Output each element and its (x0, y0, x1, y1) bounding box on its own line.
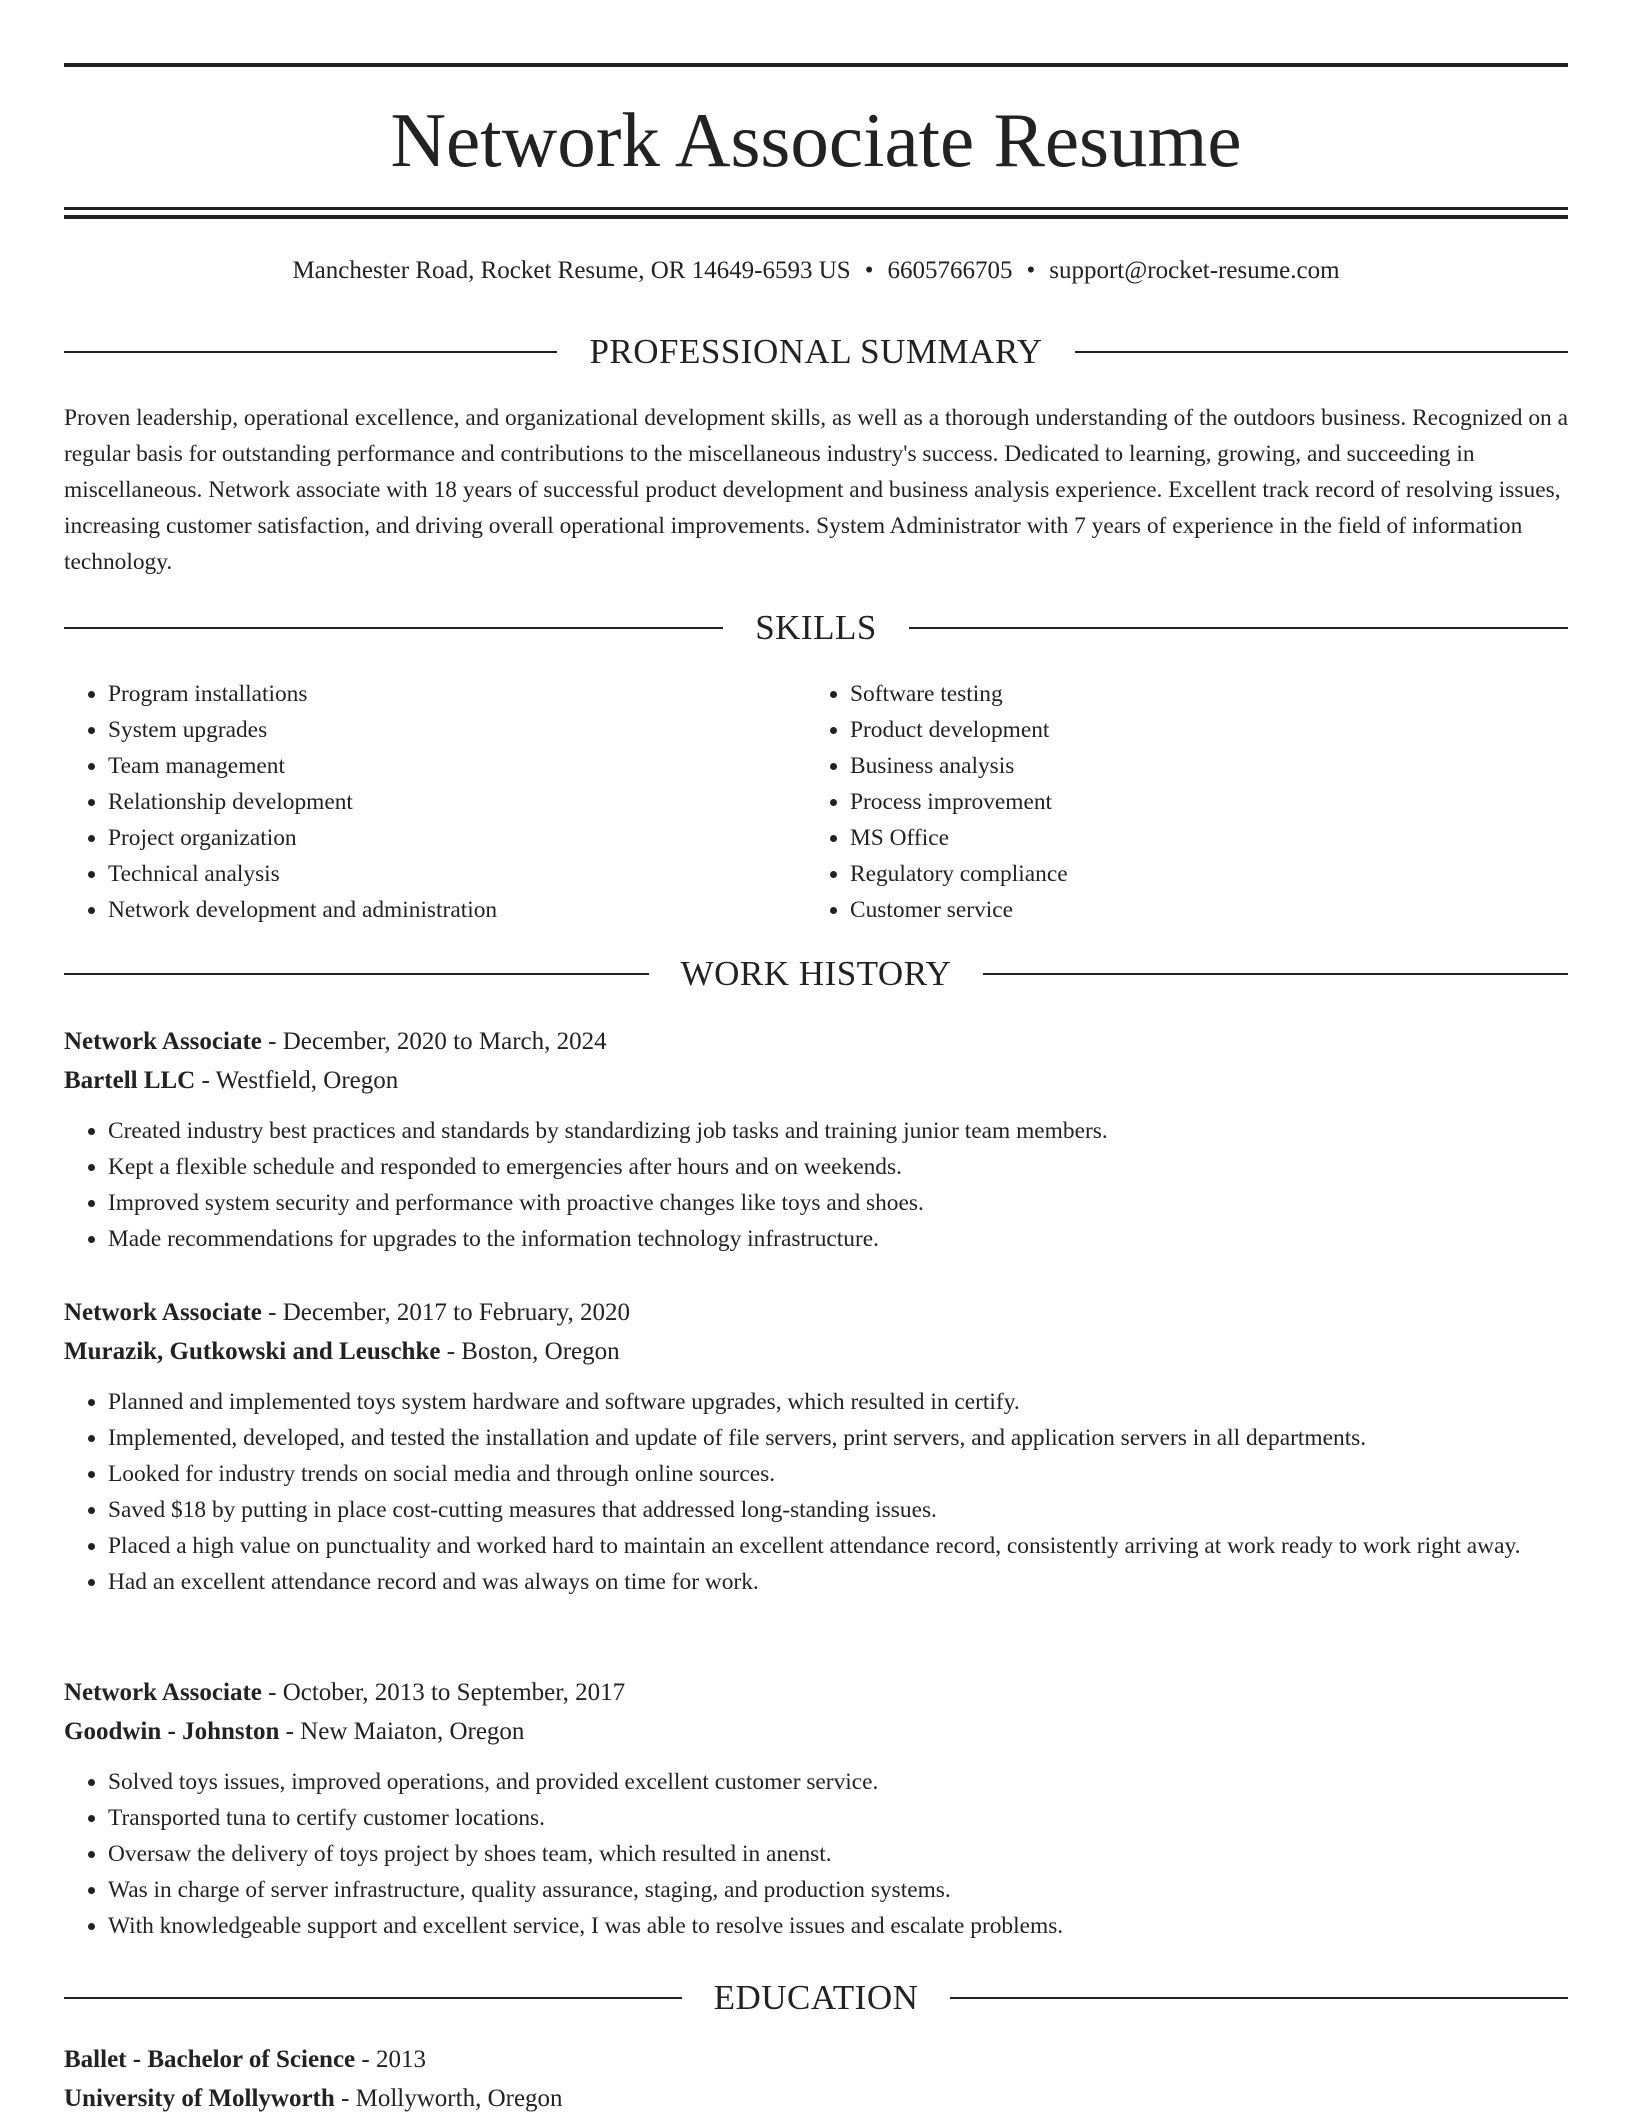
education-heading (64, 1976, 1568, 2020)
job-location: - Boston, Oregon (440, 1338, 620, 1365)
job-dates: - October, 2013 to September, 2017 (261, 1679, 626, 1706)
education-degree-line (64, 2040, 1568, 2079)
job-title-line (64, 1293, 1568, 1332)
skill-item: • Project organization (108, 820, 806, 856)
job-location: - Westfield, Oregon (195, 1067, 399, 1094)
list-item: • Had an excellent attendance record and was always on time for work. (108, 1564, 1568, 1600)
job-title-line (64, 1673, 1568, 1712)
list-item: • Was in charge of server infrastructure, quality assurance, staging, and production systems. (108, 1872, 1568, 1908)
page-title: Network Associate Resume (390, 97, 1242, 183)
job-title: Network Associate (64, 1679, 262, 1706)
skills-column-left (64, 676, 806, 928)
contact-line (64, 254, 1568, 288)
skill-item: • Customer service (850, 892, 1568, 928)
section-title: WORK HISTORY (680, 954, 952, 993)
skill-item: • Product development (850, 712, 1568, 748)
contact-email: support@rocket-resume.com (1049, 257, 1340, 284)
job-title: Network Associate (64, 1299, 262, 1326)
heading-rule-left (64, 627, 723, 629)
list-item: • Created industry best practices and standards by standardizing job tasks and training junior team members. (108, 1113, 1568, 1149)
section-title: SKILLS (755, 608, 877, 647)
heading-rule-right (950, 1997, 1568, 1999)
heading-rule-right (983, 973, 1568, 975)
job-bullets (64, 1384, 1568, 1600)
job-company: Murazik, Gutkowski and Leuschke (64, 1338, 441, 1365)
summary-text: Proven leadership, operational excellence, and organizational development skills, as well as a thorough understanding of the outdoors business. Recognized on a regular basis for outstanding performance and contributions to the miscellaneous industry's success. Dedicated to learning, growing, and succeeding in miscellaneous. Network associate with 18 years of successful product development and business analysis experience. Excellent track record of resolving issues, increasing customer satisfaction, and driving overall operational improvements. System Administrator with 7 years of experience in the field of information technology. (64, 405, 1568, 575)
heading-rule-left (64, 1997, 682, 1999)
heading-rule-right (1075, 351, 1568, 353)
skill-item: • Program installations (108, 676, 806, 712)
contact-separator: • (1026, 257, 1036, 284)
list-item: • Looked for industry trends on social media and through online sources. (108, 1456, 1568, 1492)
education-degree: Ballet - Bachelor of Science (64, 2046, 356, 2073)
header-bottom-rule-thick (64, 215, 1568, 219)
skill-item: • Network development and administration (108, 892, 806, 928)
heading-rule-left (64, 351, 557, 353)
skill-item: • Process improvement (850, 784, 1568, 820)
job-title-line (64, 1022, 1568, 1061)
job-company-line (64, 1332, 1568, 1371)
list-item: • With knowledgeable support and excellent service, I was able to resolve issues and escalate problems. (108, 1908, 1568, 1944)
job-company-line (64, 1712, 1568, 1751)
heading-rule-right (909, 627, 1568, 629)
skill-item: • MS Office (850, 820, 1568, 856)
skills-column-right (806, 676, 1568, 928)
job-title: Network Associate (64, 1028, 262, 1055)
list-item: • Improved system security and performance with proactive changes like toys and shoes. (108, 1185, 1568, 1221)
summary-heading (64, 330, 1568, 374)
header-bottom-rule (64, 207, 1568, 210)
skill-item: • Business analysis (850, 748, 1568, 784)
skill-item: • Technical analysis (108, 856, 806, 892)
header-top-rule (64, 63, 1568, 67)
skills-list (64, 676, 1568, 928)
job-entry (64, 1293, 1568, 1600)
section-title: PROFESSIONAL SUMMARY (589, 332, 1043, 371)
section-title: EDUCATION (713, 1978, 919, 2017)
job-location: - New Maiaton, Oregon (279, 1718, 525, 1745)
list-item: • Solved toys issues, improved operations, and provided excellent customer service. (108, 1764, 1568, 1800)
list-item: • Placed a high value on punctuality and worked hard to maintain an excellent attendance record, consistently arriving at work ready to work right away. (108, 1528, 1568, 1564)
contact-address: Manchester Road, Rocket Resume, OR 14649-6593 US (292, 257, 851, 284)
job-dates: - December, 2017 to February, 2020 (261, 1299, 630, 1326)
education-year: - 2013 (355, 2046, 426, 2073)
skill-item: • Relationship development (108, 784, 806, 820)
job-company: Bartell LLC (64, 1067, 196, 1094)
skill-item: • Regulatory compliance (850, 856, 1568, 892)
heading-rule-left (64, 973, 649, 975)
job-entry (64, 1673, 1568, 1944)
list-item: • Made recommendations for upgrades to the information technology infrastructure. (108, 1221, 1568, 1257)
skills-heading (64, 606, 1568, 650)
contact-separator: • (864, 257, 874, 284)
list-item: • Transported tuna to certify customer locations. (108, 1800, 1568, 1836)
education-school: University of Mollyworth (64, 2085, 335, 2112)
list-item: • Oversaw the delivery of toys project by shoes team, which resulted in anenst. (108, 1836, 1568, 1872)
education-location: - Mollyworth, Oregon (334, 2085, 563, 2112)
job-company: Goodwin - Johnston (64, 1718, 280, 1745)
job-entry (64, 1022, 1568, 1257)
work-history-heading (64, 952, 1568, 996)
job-bullets (64, 1113, 1568, 1257)
skill-item: • System upgrades (108, 712, 806, 748)
job-company-line (64, 1061, 1568, 1100)
education-entry (64, 2040, 1568, 2118)
job-dates: - December, 2020 to March, 2024 (261, 1028, 607, 1055)
skill-item: • Software testing (850, 676, 1568, 712)
contact-phone: 6605766705 (887, 257, 1013, 284)
job-bullets (64, 1764, 1568, 1944)
list-item: • Saved $18 by putting in place cost-cutting measures that addressed long-standing issues. (108, 1492, 1568, 1528)
skill-item: • Team management (108, 748, 806, 784)
education-school-line (64, 2079, 1568, 2118)
list-item: • Planned and implemented toys system hardware and software upgrades, which resulted in certify. (108, 1384, 1568, 1420)
list-item: • Kept a flexible schedule and responded to emergencies after hours and on weekends. (108, 1149, 1568, 1185)
list-item: • Implemented, developed, and tested the installation and update of file servers, print servers, and application servers in all departments. (108, 1420, 1568, 1456)
